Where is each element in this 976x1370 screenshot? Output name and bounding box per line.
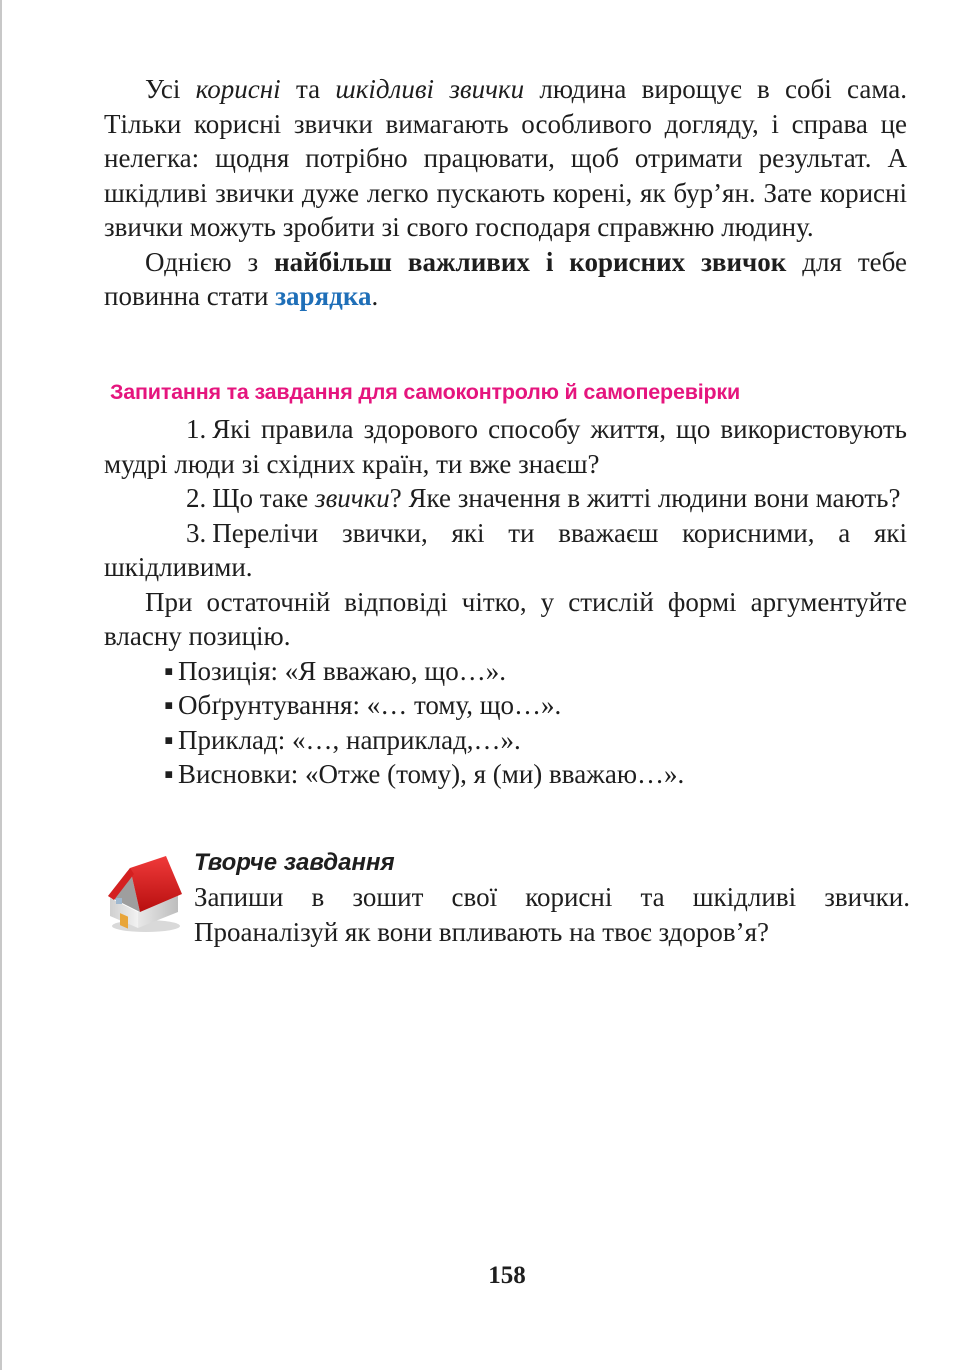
question-number: 2. (186, 483, 207, 513)
list-item-text: Обґрунтування: «… тому, що…». (178, 690, 562, 720)
list-item (104, 688, 907, 723)
question-text: ? Яке значення в житті людини вони мають? (389, 483, 901, 513)
term-useful: корисні (195, 74, 281, 104)
questions-heading: Запитання та завдання для самоконтролю й самоперевірки (110, 380, 741, 404)
text-fragment: Однією з (145, 246, 275, 277)
text-fragment: людина вирощує в собі сама. Тільки корисні звички вимагають особливого догляду, і справа це нелегка: щодня потрібно працювати, щоб отримати результат. А шкідливі звички дуже легко пускають корені, як бур’ян. Зате корисні звички можуть зробити зі свого господаря справжню людину. (104, 74, 907, 242)
emphasis-text: найбільш важливих і корисних звичок (274, 246, 787, 277)
creative-task-text: Запиши в зошит свої корисні та шкідливі звички. Проаналізуй як вони впливають на твоє здоров’я? (194, 882, 910, 947)
creative-task (104, 846, 914, 956)
question-2 (104, 481, 907, 516)
question-term: звички (315, 483, 390, 513)
question-1 (104, 412, 907, 481)
list-item (104, 723, 907, 758)
term-harmful-habits: шкідливі звички (335, 74, 525, 104)
question-number: 1. (186, 414, 207, 444)
page-number: 158 (488, 1262, 526, 1289)
house-icon (104, 854, 184, 934)
list-item-text: Висновки: «Отже (тому), я (ми) вважаю…». (178, 759, 685, 789)
bullet-icon: ▪ (164, 724, 174, 755)
highlight-term: зарядка (275, 281, 372, 311)
text-fragment: для тебе повинна стати (104, 246, 907, 311)
list-item-text: Приклад: «…, наприклад,…». (178, 724, 521, 755)
list-item (104, 654, 907, 689)
list-item (104, 757, 907, 792)
text-fragment: Усі (145, 74, 196, 104)
question-3 (104, 516, 907, 585)
text-fragment: та (280, 74, 336, 104)
question-text: Що таке (212, 483, 316, 513)
intro-section (104, 72, 907, 314)
creative-task-title: Творче завдання (194, 849, 395, 876)
answer-structure-list (104, 654, 907, 792)
intro-paragraph-2 (104, 245, 907, 314)
bullet-icon: ▪ (164, 655, 174, 686)
question-number: 3. (186, 517, 207, 548)
questions-section (104, 412, 907, 792)
bullet-icon: ▪ (164, 759, 174, 789)
intro-paragraph-1 (104, 72, 907, 245)
question-text: Перелічи звички, які ти вважаєш корисними, а які шкідливими. (104, 517, 907, 582)
bullet-icon: ▪ (164, 690, 174, 720)
list-item-text: Позиція: «Я вважаю, що…». (178, 655, 506, 686)
question-text: Які правила здорового способу життя, що використовують мудрі люди зі східних країн, ти вже знаєш? (104, 414, 907, 479)
creative-task-body (194, 846, 910, 949)
text-fragment: . (371, 281, 379, 311)
answer-instruction: При остаточній відповіді чітко, у стислій формі аргументуйте власну позицію. (104, 586, 907, 651)
